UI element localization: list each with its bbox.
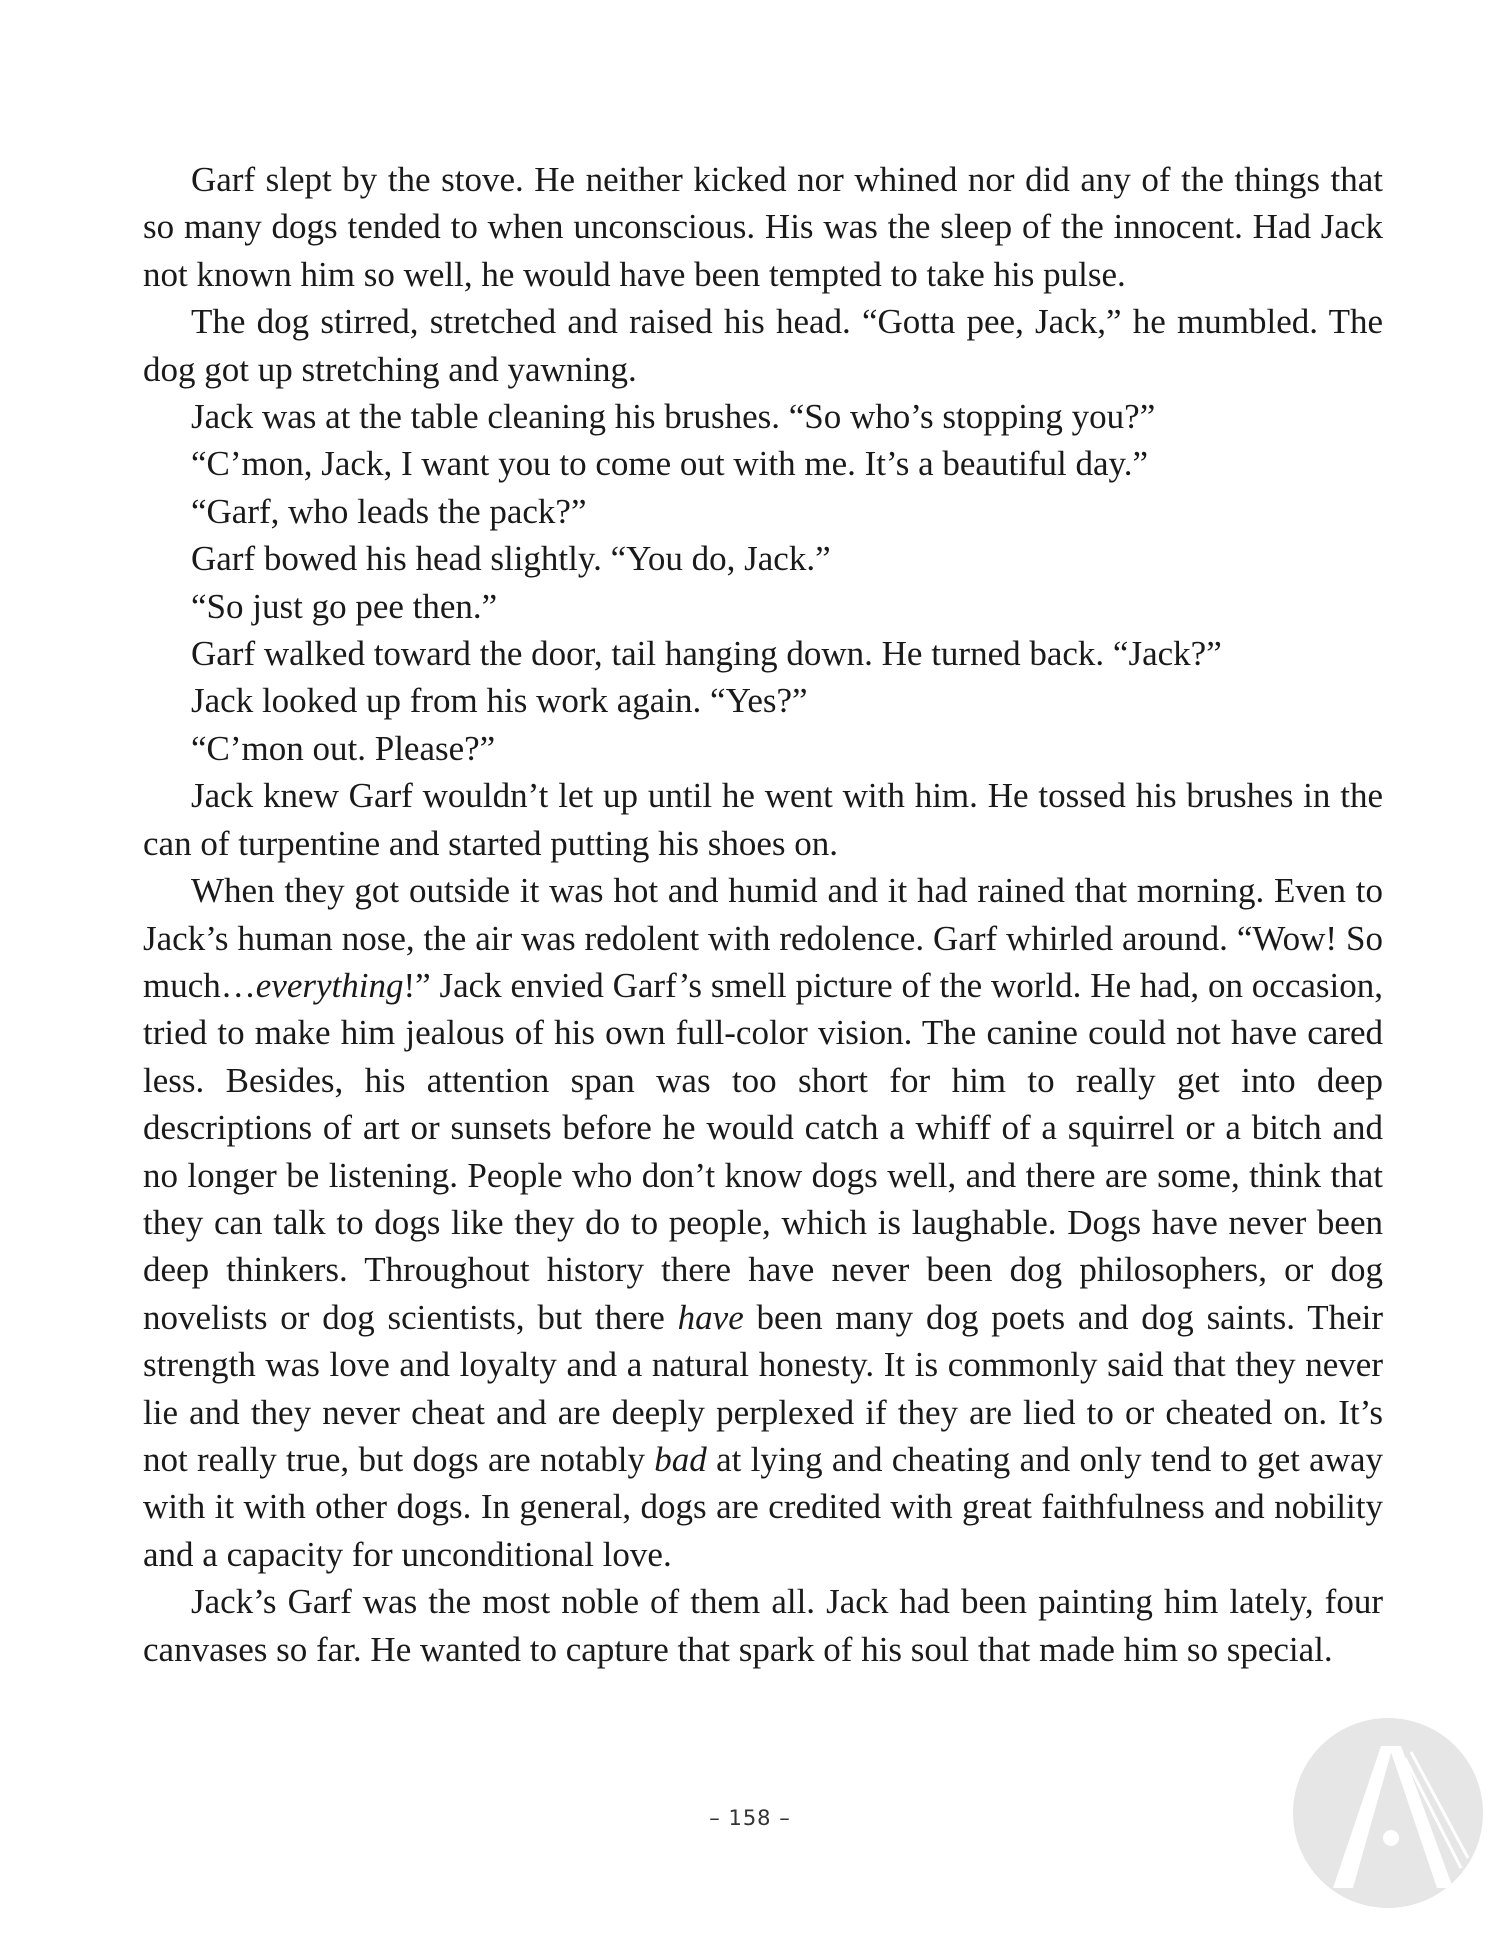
paragraph-13: Jack’s Garf was the most noble of them all. Jack had been painting him lately, four canvases so far. He wanted to capture that spark of his soul that made him so special. (143, 1582, 1383, 1669)
paragraph-10: “C’mon out. Please?” (191, 728, 496, 768)
paragraph-6: Garf bowed his head slightly. “You do, Jack.” (191, 539, 831, 579)
paragraph-12-emphasis-everything: everything (255, 965, 404, 1005)
paragraph-12 (143, 867, 1383, 1578)
paragraph-1: Garf slept by the stove. He neither kicked nor whined nor did any of the things that so many dogs tended to when unconscious. His was the sleep of the innocent. Had Jack not known him so well, he would have been tempted to take his pulse. (143, 160, 1383, 294)
paragraph-3: Jack was at the table cleaning his brushes. “So who’s stopping you?” (191, 397, 1156, 437)
paragraph-2: The dog stirred, stretched and raised his head. “Gotta pee, Jack,” he mumbled. The dog got up stretching and yawning. (143, 302, 1383, 389)
paragraph-12-part-1: When they got outside it was hot and humid and it had rained that morning. Even to Jack’s human nose, the air was redolent with redolence. Garf whirled around. “Wow! So much… (143, 871, 1383, 1005)
page-number: – 158 – (709, 1806, 791, 1830)
book-page-body (143, 156, 1383, 1673)
paragraph-11: Jack knew Garf wouldn’t let up until he went with him. He tossed his brushes in the can of turpentine and started putting his shoes on. (143, 776, 1383, 863)
paragraph-8: Garf walked toward the door, tail hanging down. He turned back. “Jack?” (191, 634, 1222, 674)
paragraph-9: Jack looked up from his work again. “Yes?” (191, 681, 808, 721)
paragraph-12-emphasis-bad: bad (654, 1439, 707, 1479)
paragraph-7: “So just go pee then.” (191, 586, 498, 626)
paragraph-12-part-4: at lying and cheating and only tend to get away with it with other dogs. In general, dogs are credited with great faithfulness and nobility and a capacity for unconditional love. (143, 1439, 1383, 1574)
publisher-logo-icon (1293, 1718, 1483, 1908)
paragraph-12-emphasis-have: have (677, 1297, 744, 1337)
paragraph-12-part-3: been many dog poets and dog saints. Their strength was love and loyalty and a natural honesty. It is commonly said that they never lie and they never cheat and are deeply perplexed if they are lied to or cheated on. It’s not really true, but dogs are notably (143, 1297, 1383, 1479)
paragraph-5: “Garf, who leads the pack?” (191, 491, 587, 531)
paragraph-12-part-2: !” Jack envied Garf’s smell picture of the world. He had, on occasion, tried to make him jealous of his own full-color vision. The canine could not have cared less. Besides, his attention span was too short for him to really get into deep descriptions of art or sunsets before he would catch a whiff of a squirrel or a bitch and no longer be listening. People who don’t know dogs well, and there are some, think that they can talk to dogs like they do to people, which is laughable. Dogs have never been deep thinkers. Throughout history there have never been dog philosophers, or dog novelists or dog scientists, but there (143, 965, 1383, 1337)
paragraph-4: “C’mon, Jack, I want you to come out with me. It’s a beautiful day.” (191, 444, 1149, 484)
